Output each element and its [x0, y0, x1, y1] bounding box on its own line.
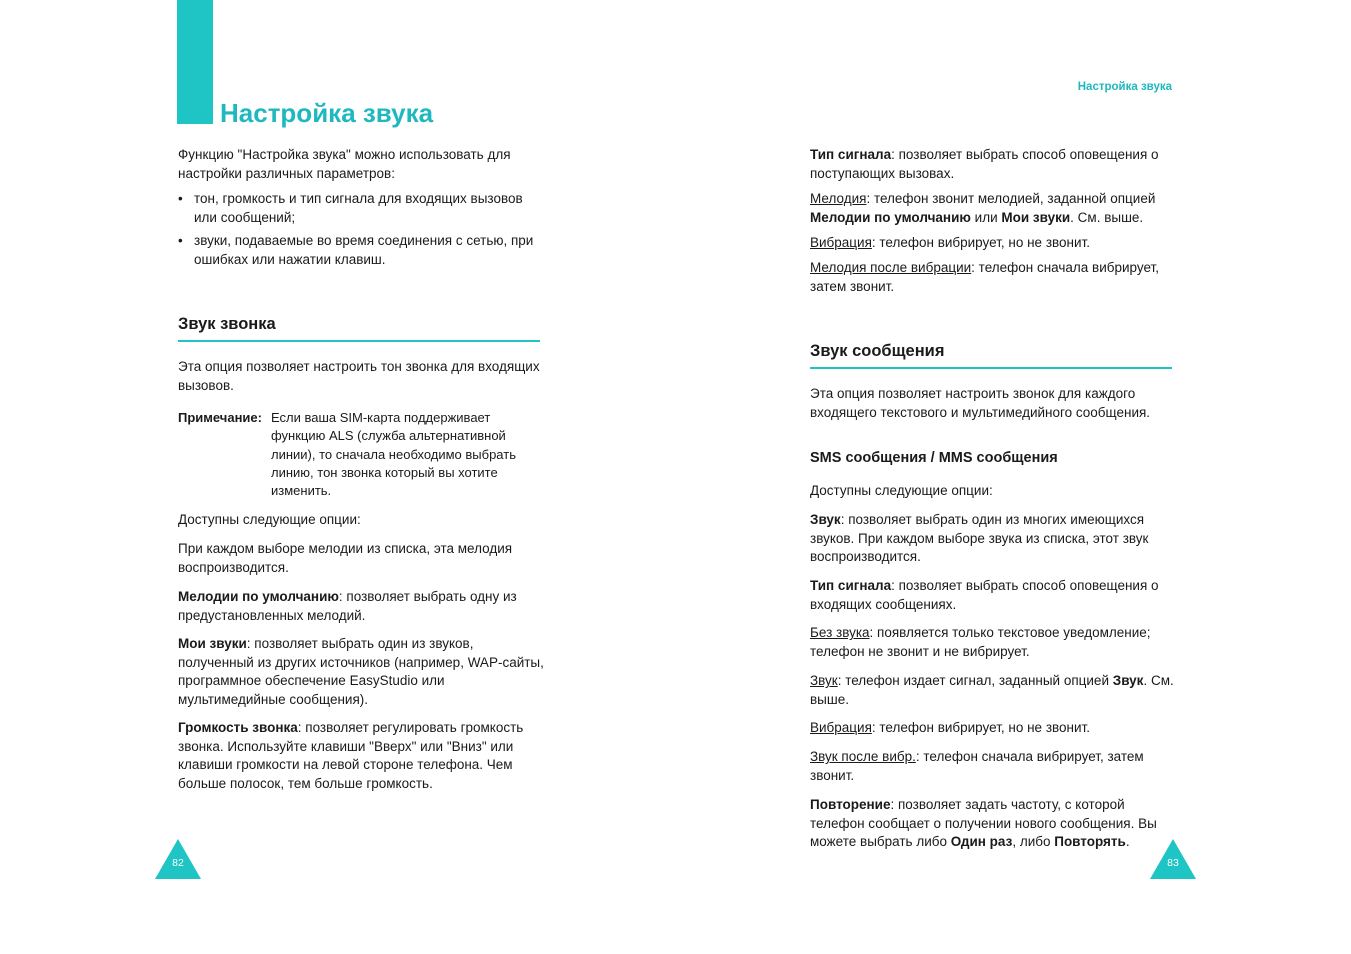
option-alert-type: Тип сигнала: позволяет выбрать способ оповещения о входящих сообщениях. [810, 578, 1159, 612]
section-heading-message: Звук сообщения [810, 340, 1172, 369]
bullet-icon: • [178, 233, 183, 248]
option-term: Тип сигнала [810, 147, 892, 162]
option-term: Громкость звонка [178, 720, 298, 735]
alert-sound: Звук: телефон издает сигнал, заданный опцией Звук. См. выше. [810, 673, 1174, 707]
note-label: Примечание: [178, 410, 262, 425]
option-term: Мелодии по умолчанию [178, 589, 339, 604]
note-block [178, 409, 538, 500]
option-default-melodies: Мелодии по умолчанию: позволяет выбрать одну из предустановленных мелодий. [178, 589, 517, 623]
subheading-sms-mms: SMS сообщения / MMS сообщения [810, 450, 1058, 466]
message-intro: Эта опция позволяет настроить звонок для каждого входящего текстового и мультимедийного сообщения. [810, 386, 1151, 420]
list-item [178, 232, 546, 269]
intro-text: Функцию "Настройка звука" можно использовать для настройки различных параметров: [178, 147, 511, 181]
ring-play-note: При каждом выборе мелодии из списка, эта мелодия воспроизводится. [178, 541, 513, 575]
option-sound: Звук: позволяет выбрать один из многих имеющихся звуков. При каждом выборе звука из списка, этот звук воспроизводится. [810, 512, 1149, 564]
option-term: Мои звуки [178, 636, 247, 651]
option-term: Мелодия после вибрации [810, 260, 972, 275]
list-item-text: звуки, подаваемые во время соединения с сетью, при ошибках или нажатии клавиш. [194, 233, 534, 267]
note-text: Если ваша SIM-карта поддерживает функцию ALS (служба альтернативной линии), то сначала необходимо выбрать линию, тон звонка который вы хотите изменить. [271, 410, 516, 499]
option-repeat: Повторение: позволяет задать частоту, с которой телефон сообщает о получении нового сообщения. Вы можете выбрать либо Один раз, либо Повторять. [810, 797, 1157, 849]
message-options-intro: Доступны следующие опции: [810, 483, 993, 498]
option-term: Звук после вибр. [810, 749, 916, 764]
ring-options-intro: Доступны следующие опции: [178, 512, 361, 527]
list-item-text: тон, громкость и тип сигнала для входящих вызовов или сообщений; [194, 191, 523, 225]
section-heading-ring: Звук звонка [178, 313, 540, 342]
bullet-icon: • [178, 191, 183, 206]
option-term: Без звука [810, 625, 870, 640]
option-term: Вибрация [810, 720, 872, 735]
chapter-title: Настройка звука [220, 98, 434, 128]
alert-vibration-msg: Вибрация: телефон вибрирует, но не звонит. [810, 720, 1090, 735]
option-my-sounds: Мои звуки: позволяет выбрать один из звуков, полученный из других источников (например, WAP-сайты, программное обеспечение EasyStudio или мультимедийные сообщения). [178, 636, 544, 707]
option-term: Звук [810, 512, 841, 527]
page-number-right: 83 [1150, 839, 1196, 879]
list-item [178, 190, 546, 227]
option-term: Вибрация [810, 235, 872, 250]
ring-intro: Эта опция позволяет настроить тон звонка для входящих вызовов. [178, 359, 540, 393]
option-term: Тип сигнала [810, 578, 892, 593]
alert-silent: Без звука: появляется только текстовое уведомление; телефон не звонит и не вибрирует. [810, 625, 1151, 659]
running-header: Настройка звука [1077, 81, 1172, 93]
option-ring-volume: Громкость звонка: позволяет регулировать громкость звонка. Используйте клавиши "Вверх" или "Вниз" или клавиши громкости на левой стороне телефона. Чем больше полосок, тем больше громкость. [178, 720, 524, 791]
chapter-accent-bar [177, 0, 213, 124]
option-term: Мелодия [810, 191, 867, 206]
alert-sound-after-vibration: Звук после вибр.: телефон сначала вибрирует, затем звонит. [810, 749, 1144, 783]
page-number-left: 82 [155, 839, 201, 879]
option-term: Звук [810, 673, 838, 688]
alert-melody: Мелодия: телефон звонит мелодией, заданной опцией Мелодии по умолчанию или Мои звуки. См. выше. [810, 191, 1156, 225]
alert-melody-after-vibration: Мелодия после вибрации: телефон сначала вибрирует, затем звонит. [810, 260, 1159, 294]
alert-type: Тип сигнала: позволяет выбрать способ оповещения о поступающих вызовах. [810, 147, 1159, 181]
option-term: Повторение [810, 797, 891, 812]
bullet-list [178, 190, 546, 269]
alert-vibration: Вибрация: телефон вибрирует, но не звонит. [810, 235, 1090, 250]
